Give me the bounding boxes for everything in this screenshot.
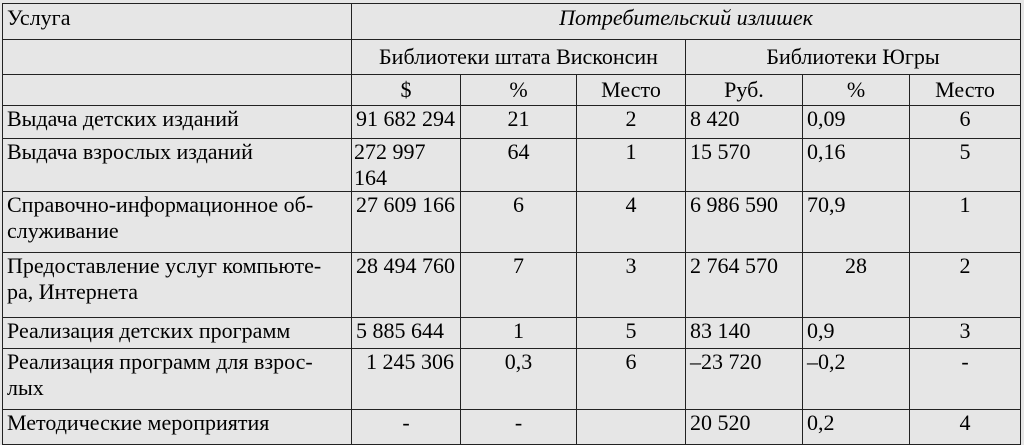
service-cell xyxy=(3,192,352,253)
pct2-cell: 70,9 xyxy=(803,192,910,253)
pct2-cell: 0,09 xyxy=(803,106,910,139)
pct-cell: 6 xyxy=(461,192,577,253)
pct-column-header: % xyxy=(461,75,577,106)
table-row xyxy=(3,139,1021,192)
rank2-cell: 1 xyxy=(910,192,1021,253)
service-cell xyxy=(3,318,352,349)
header-empty-cell xyxy=(3,40,352,75)
consumer-surplus-header: Потребительский излишек xyxy=(352,4,1021,40)
service-line: Методические мероприятия xyxy=(7,410,270,435)
pct2-cell: 28 xyxy=(803,253,910,318)
pct-cell: 21 xyxy=(461,106,577,139)
rub-cell: 6 986 590 xyxy=(686,192,803,253)
service-line: лых xyxy=(7,375,44,400)
header-row-1 xyxy=(3,4,1021,40)
rub-cell: 2 764 570 xyxy=(686,253,803,318)
service-cell xyxy=(3,253,352,318)
table-row xyxy=(3,318,1021,349)
pct-cell: 64 xyxy=(461,139,577,192)
pct2-cell: 0,9 xyxy=(803,318,910,349)
yugra-libraries-header: Библиотеки Югры xyxy=(686,40,1021,75)
header-row-2 xyxy=(3,40,1021,75)
rank2-cell: 6 xyxy=(910,106,1021,139)
rub-cell: 15 570 xyxy=(686,139,803,192)
usd-cell: 91 682 294 xyxy=(352,106,461,139)
service-line: Справочно-информационное об- xyxy=(7,192,314,217)
service-line: служивание xyxy=(7,218,119,243)
rank2-cell: 3 xyxy=(910,318,1021,349)
service-line: Выдача детских изданий xyxy=(7,106,239,131)
rank-cell: 5 xyxy=(577,318,686,349)
service-line: Реализация детских программ xyxy=(7,318,291,343)
rank2-cell: 5 xyxy=(910,139,1021,192)
table-row xyxy=(3,106,1021,139)
usd-cell: 28 494 760 xyxy=(352,253,461,318)
rank-column-header: Место xyxy=(577,75,686,106)
rank-cell: 4 xyxy=(577,192,686,253)
rank-cell: 2 xyxy=(577,106,686,139)
pct-cell: 7 xyxy=(461,253,577,318)
consumer-surplus-table xyxy=(2,3,1021,445)
service-cell xyxy=(3,106,352,139)
service-line: Выдача взрослых изданий xyxy=(7,139,253,164)
pct-cell: - xyxy=(461,410,577,445)
pct2-cell: 0,16 xyxy=(803,139,910,192)
table-row xyxy=(3,192,1021,253)
table-row xyxy=(3,410,1021,445)
usd-cell: - xyxy=(352,410,461,445)
rank2-column-header: Место xyxy=(910,75,1021,106)
service-cell xyxy=(3,349,352,410)
usd-cell: 5 885 644 xyxy=(352,318,461,349)
rub-cell: 8 420 xyxy=(686,106,803,139)
pct-cell: 1 xyxy=(461,318,577,349)
table-row xyxy=(3,349,1021,410)
rank-cell: 1 xyxy=(577,139,686,192)
table-row xyxy=(3,253,1021,318)
service-cell xyxy=(3,139,352,192)
rub-cell: –23 720 xyxy=(686,349,803,410)
service-line: Реализация программ для взрос- xyxy=(7,349,313,374)
rank2-cell: - xyxy=(910,349,1021,410)
usd-cell: 1 245 306 xyxy=(352,349,461,410)
rank-cell xyxy=(577,410,686,445)
usd-cell: 272 997 164 xyxy=(352,139,461,192)
rub-column-header: Руб. xyxy=(686,75,803,106)
service-line: ра, Интернета xyxy=(7,279,138,304)
header-empty-cell xyxy=(3,75,352,106)
rank-cell: 3 xyxy=(577,253,686,318)
rank-cell: 6 xyxy=(577,349,686,410)
service-column-header: Услуга xyxy=(3,4,352,40)
pct2-cell: 0,2 xyxy=(803,410,910,445)
rub-cell: 83 140 xyxy=(686,318,803,349)
header-row-3 xyxy=(3,75,1021,106)
service-cell xyxy=(3,410,352,445)
usd-column-header: $ xyxy=(352,75,461,106)
rank2-cell: 4 xyxy=(910,410,1021,445)
service-line: Предоставление услуг компьюте- xyxy=(7,253,322,278)
rub-cell: 20 520 xyxy=(686,410,803,445)
wisconsin-libraries-header: Библиотеки штата Висконсин xyxy=(352,40,686,75)
rank2-cell: 2 xyxy=(910,253,1021,318)
usd-cell: 27 609 166 xyxy=(352,192,461,253)
pct2-cell: –0,2 xyxy=(803,349,910,410)
pct2-column-header: % xyxy=(803,75,910,106)
pct-cell: 0,3 xyxy=(461,349,577,410)
